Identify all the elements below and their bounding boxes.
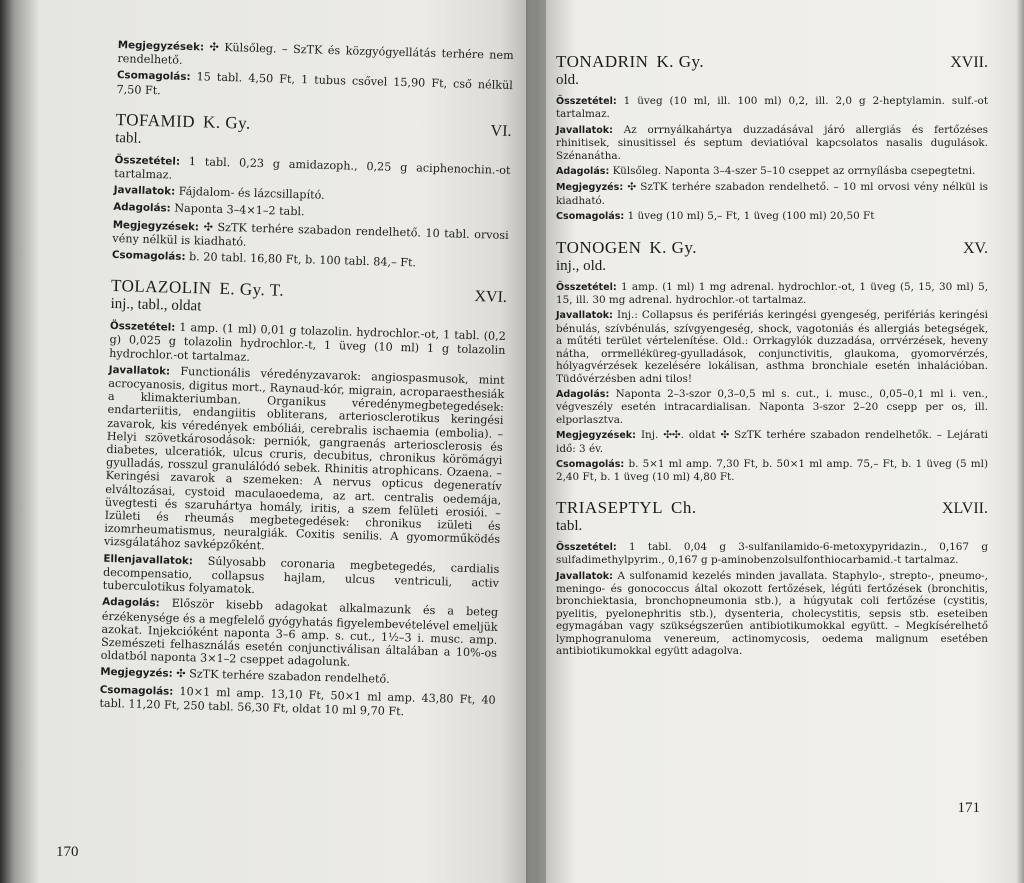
- field: Adagolás: Külsőleg. Naponta 3–4-szer 5–10 cseppet az orrnyílásba csepegtetni.: [556, 165, 976, 178]
- drug-name: TONADRIN K. Gy.: [556, 52, 705, 71]
- top-fragment: [116, 38, 513, 107]
- drug-name: TOFAMID K. Gy.: [115, 109, 252, 133]
- drug-form: tabl.: [114, 129, 142, 147]
- field: Csomagolás: b. 20 tabl. 16,80 Ft, b. 100 tabl. 84,– Ft.: [111, 248, 417, 270]
- entry-header: [556, 238, 988, 258]
- book-gutter: [526, 0, 546, 883]
- field: Összetétel: 1 üveg (10 ml, ill. 100 ml) 0,2, ill. 2,0 g 2-heptylamin. sulf.-ot tartalmaz.: [556, 95, 988, 121]
- field: Javallatok: Fájdalom- és lázcsillapító.: [113, 184, 325, 203]
- field: Megjegyzés: ✣ SzTK terhére szabadon rendelhető.: [100, 666, 390, 687]
- entry-header: [556, 498, 988, 518]
- drug-entry-tonadrin: [556, 52, 988, 224]
- group-number: VI.: [490, 122, 512, 140]
- field: Javallatok: Az orrnyálkahártya duzzadásával járó allergiás és fertőzéses rhinitisek, sinusitissel és septum deviatióval kapcsolatos nasalis dugulások. Szénanátha.: [556, 123, 988, 162]
- drug-name: TONOGEN K. Gy.: [556, 237, 698, 257]
- drug-entry-tonogen: [556, 238, 988, 484]
- field: Javallatok: A sulfonamid kezelés minden javallata. Staphylo-, strepto-, pneumo-, meningo- és gonococcus által okozott fertőzések, légúti fertőzések (bronchitis, bronchiektasia, bronchopneumonia stb.), a húgyutak coli fertőzése (cystitis, pyelitis, pyelonephritis stb.), dysenteria, cholecystitis, sepsis stb. eseteiben egymagában vagy szükségszerűen antibiotikumokkal együtt. – Megkísérelhető lymphogranuloma venereum, actinomycosis, oedema malignum esetében antibiotikumokkal együtt adagolva.: [556, 569, 988, 657]
- drug-entry-tolazolin: [99, 276, 507, 721]
- field: Csomagolás: 1 üveg (10 ml) 5,– Ft, 1 üveg (100 ml) 20,50 Ft: [556, 210, 875, 223]
- field: Adagolás: Először kisebb adagokat alkalmazunk és a beteg érzékenysége és a megfelelő gyógyhatás figyelembevételével emeljük azokat. Injekcióként naponta 3–6 amp. s. cut., 1½–3 i. musc. amp. Szemészeti felhasználás esetén conjunctiválisan általában a 10%-os oldatból naponta 3×1–2 cseppet adagolunk.: [100, 596, 499, 669]
- drug-name: TOLAZOLIN E. Gy. T.: [110, 276, 285, 300]
- drug-form: old.: [556, 72, 579, 88]
- field: Megjegyzés: ✣ SzTK terhére szabadon rendelhető. – 10 ml orvosi vény nélkül is kiadható.: [556, 181, 988, 207]
- field: Csomagolás: b. 5×1 ml amp. 7,30 Ft, b. 50×1 ml amp. 75,– Ft, b. 1 üveg (5 ml) 2,40 Ft, b. 1 üveg (10 ml) 4,80 Ft.: [556, 457, 988, 484]
- group-number: XVII.: [950, 54, 988, 71]
- field: Megjegyzések: Inj. ✣✣. oldat ✣ SzTK terhére szabadon rendelhetők. – Lejárati idő: 3 év.: [556, 429, 988, 455]
- group-number: XLVII.: [941, 499, 988, 517]
- page-number: 171: [957, 800, 980, 816]
- field: Csomagolás: 10×1 ml amp. 13,10 Ft, 50×1 ml amp. 43,80 Ft, 40 tabl. 11,20 Ft, 250 tabl. 56,30 Ft, oldat 10 ml 9,70 Ft.: [99, 683, 496, 718]
- field: Adagolás: Naponta 2–3-szor 0,3–0,5 ml s. cut., i. musc., 0,05–0,1 ml i. ven., végveszély esetén intracardialisan. Naponta 3-szor 2–20 csepp per os, ill. elporlasztva.: [556, 387, 989, 426]
- page-number: 170: [56, 844, 79, 860]
- field: Ellenjavallatok: Súlyosabb coronaria megbetegedés, cardialis decompensatio, collapsus hajlam, ulcus ventriculi, activ tuberculotikus folyamatok.: [102, 552, 500, 597]
- right-page: [536, 0, 1024, 883]
- field: Összetétel: 1 amp. (1 ml) 1 mg adrenal. hydrochlor.-ot, 1 üveg (5, 15, 30 ml) 5, 15, ill. 30 mg adrenal. hydrochlor.-ot tartalmaz.: [556, 280, 988, 307]
- entry-header: [556, 52, 988, 72]
- field: Összetétel: 1 amp. (1 ml) 0,01 g tolazolin. hydrochlor.-ot, 1 tabl. (0,2 g) 0,025 g tolazolin hydrochlor.-t, 1 üveg (10 ml) 1 g tolazolin hydrochlor.-ot tartalmaz.: [109, 320, 506, 364]
- drug-entry-triaseptyl: [556, 498, 988, 658]
- drug-entry-tofamid: [112, 110, 512, 273]
- field: Adagolás: Naponta 3–4×1–2 tabl.: [113, 201, 305, 219]
- drug-form: tabl.: [556, 517, 583, 534]
- field: Összetétel: 1 tabl. 0,23 g amidazoph., 0,25 g aciphenochin.-ot tartalmaz.: [114, 153, 511, 182]
- field: Megjegyzések: ✣ SzTK terhére szabadon rendelhető. 10 tabl. orvosi vény nélkül is kiadható.: [112, 218, 509, 249]
- drug-form: inj., old.: [556, 257, 607, 274]
- field: Megjegyzések: ✣ Külsőleg. – SzTK és közgyógyellátás terhére nem rendelhető.: [117, 38, 514, 68]
- left-page-content: [99, 38, 514, 721]
- drug-form: inj., tabl., oldat: [110, 296, 202, 315]
- field: Javallatok: Inj.: Collapsus és perifériás keringési gyengeség, perifériás keringési bénulás, szívbénulás, szívgyengeség, shock, vagotoniás és allergiás betegségek, a műtéti terület vértelenítése. Old.: Orrkagylók duzzadása, orrvérzések, heveny nátha, orrmelléküreg-gyulladások, conjunctivitis, glaukoma, gyomorvérzés, hólyagvérzések kezelésére lokálisan, asthma bronchiale esetén inhalációban. Tüdővérzésben adni tilos!: [556, 309, 988, 385]
- field: Javallatok: Functionális véredényzavarok: angiospasmusok, mint acrocyanosis, digitus mort., Raynaud-kór, migrain, acroparaesthesiák a klimakteriumban. Organikus véredénymegbetegedések: endarteriitis, endangiitis obliterans, arteriosclerotikus keringési zavarok, kis véredények embóliái, cerebralis ischaemia (embolia). – Helyi szövetkárosodások: perniók, gangraenás arteriosclerosis és diabetes, ulceratiók, ulcus cruris, decubitus, chronikus körömágyi gyulladás, rosszul granulálódó sebek. Rhinitis atrophicans. Ozaena. – Keringési zavarok a szemeken: A nervus opticus degeneratív elváltozásai, cystoid maculaoedema, az art. centralis oedemája, üvegtesti és szaruhártya homály, iritis, a szem felületi erosiói. – Izületi és rheumás megbetegedések: chronikus izületi és izomrheumatismus, neuralgiák. Coxitis senilis. A gyomorműködés vizsgálatához savképzőként.: [103, 363, 505, 553]
- field: Összetétel: 1 tabl. 0,04 g 3-sulfanilamido-6-metoxypyridazin., 0,167 g sulfadimethylpyrim., 0,167 g p-aminobenzolsulfonthiocarbamid.-t tartalmaz.: [556, 540, 988, 567]
- group-number: XV.: [962, 239, 988, 257]
- group-number: XVI.: [474, 288, 508, 307]
- drug-name: TRIASEPTYL Ch.: [556, 497, 697, 517]
- field: Csomagolás: 15 tabl. 4,50 Ft, 1 tubus csővel 15,90 Ft, cső nélkül 7,50 Ft.: [116, 69, 513, 97]
